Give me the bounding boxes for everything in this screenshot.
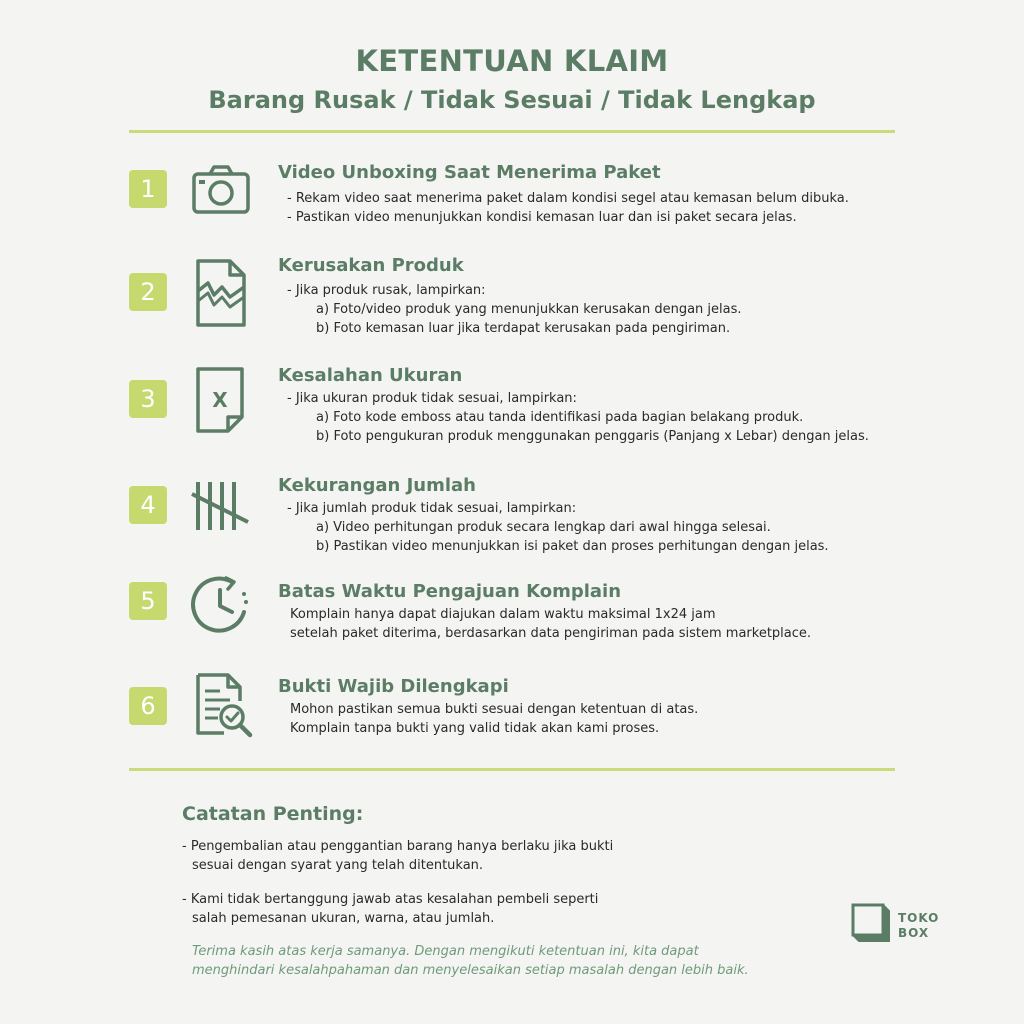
note-line: sesuai dengan syarat yang telah ditentukan. xyxy=(192,858,484,873)
note-line: - Pengembalian atau penggantian barang hanya berlaku jika bukti xyxy=(182,839,614,854)
page-subtitle: Barang Rusak / Tidak Sesuai / Tidak Lengkap xyxy=(208,86,816,114)
item-title: Kekurangan Jumlah xyxy=(278,475,476,496)
step-number: 4 xyxy=(129,486,167,524)
item-line: setelah paket diterima, berdasarkan data pengiriman pada sistem marketplace. xyxy=(290,626,812,641)
claim-item-2 xyxy=(0,255,1024,355)
item-line: Mohon pastikan semua bukti sesuai dengan ketentuan di atas. xyxy=(290,702,699,717)
claim-item-6 xyxy=(0,675,1024,775)
step-number: 5 xyxy=(129,582,167,620)
item-line: Komplain tanpa bukti yang valid tidak akan kami proses. xyxy=(290,721,660,736)
step-number: 6 xyxy=(129,687,167,725)
step-number: 3 xyxy=(129,380,167,418)
top-divider xyxy=(129,130,895,133)
item-line: - Jika produk rusak, lampirkan: xyxy=(287,283,486,298)
item-title: Kerusakan Produk xyxy=(278,255,464,276)
item-title: Batas Waktu Pengajuan Komplain xyxy=(278,581,622,602)
logo-text: TOKO xyxy=(898,911,940,925)
step-number: 1 xyxy=(129,170,167,208)
step-number: 2 xyxy=(129,273,167,311)
item-line: - Rekam video saat menerima paket dalam kondisi segel atau kemasan belum dibuka. xyxy=(287,191,849,206)
bottom-divider xyxy=(129,768,895,771)
clock-icon xyxy=(190,574,250,634)
svg-text:X: X xyxy=(212,388,228,412)
tally-icon xyxy=(190,478,252,534)
document-check-icon xyxy=(190,671,256,739)
note-line: salah pemesanan ukuran, warna, atau jumlah. xyxy=(192,911,495,926)
damaged-document-icon xyxy=(190,257,250,329)
note-line: - Kami tidak bertanggung jawab atas kesalahan pembeli seperti xyxy=(182,892,599,907)
item-title: Video Unboxing Saat Menerima Paket xyxy=(278,162,661,183)
claim-item-1 xyxy=(0,160,1024,260)
claim-item-5 xyxy=(0,580,1024,680)
item-title: Bukti Wajib Dilengkapi xyxy=(278,676,509,697)
item-line: b) Foto pengukuran produk menggunakan penggaris (Panjang x Lebar) dengan jelas. xyxy=(316,429,869,444)
page-title: KETENTUAN KLAIM xyxy=(355,44,669,78)
logo-text: BOX xyxy=(898,926,930,940)
claim-item-4 xyxy=(0,474,1024,574)
item-line: - Jika jumlah produk tidak sesuai, lampirkan: xyxy=(287,501,577,516)
thanks-line: menghindari kesalahpahaman dan menyelesaikan setiap masalah dengan lebih baik. xyxy=(192,963,749,978)
item-line: b) Pastikan video menunjukkan isi paket dan proses perhitungan dengan jelas. xyxy=(316,539,829,554)
item-title: Kesalahan Ukuran xyxy=(278,365,463,386)
claim-item-3 xyxy=(0,364,1024,464)
item-line: a) Foto kode emboss atau tanda identifikasi pada bagian belakang produk. xyxy=(316,410,804,425)
item-line: a) Foto/video produk yang menunjukkan kerusakan dengan jelas. xyxy=(316,302,742,317)
notes-title: Catatan Penting: xyxy=(182,803,364,825)
tokobox-logo-icon xyxy=(851,903,891,943)
item-line: b) Foto kemasan luar jika terdapat kerusakan pada pengiriman. xyxy=(316,321,731,336)
item-line: Komplain hanya dapat diajukan dalam waktu maksimal 1x24 jam xyxy=(290,607,716,622)
wrong-document-icon xyxy=(190,365,250,435)
item-line: a) Video perhitungan produk secara lengkap dari awal hingga selesai. xyxy=(316,520,771,535)
camera-icon xyxy=(190,164,252,216)
item-line: - Jika ukuran produk tidak sesuai, lampirkan: xyxy=(287,391,577,406)
thanks-line: Terima kasih atas kerja samanya. Dengan mengikuti ketentuan ini, kita dapat xyxy=(192,944,699,959)
item-line: - Pastikan video menunjukkan kondisi kemasan luar dan isi paket secara jelas. xyxy=(287,210,797,225)
